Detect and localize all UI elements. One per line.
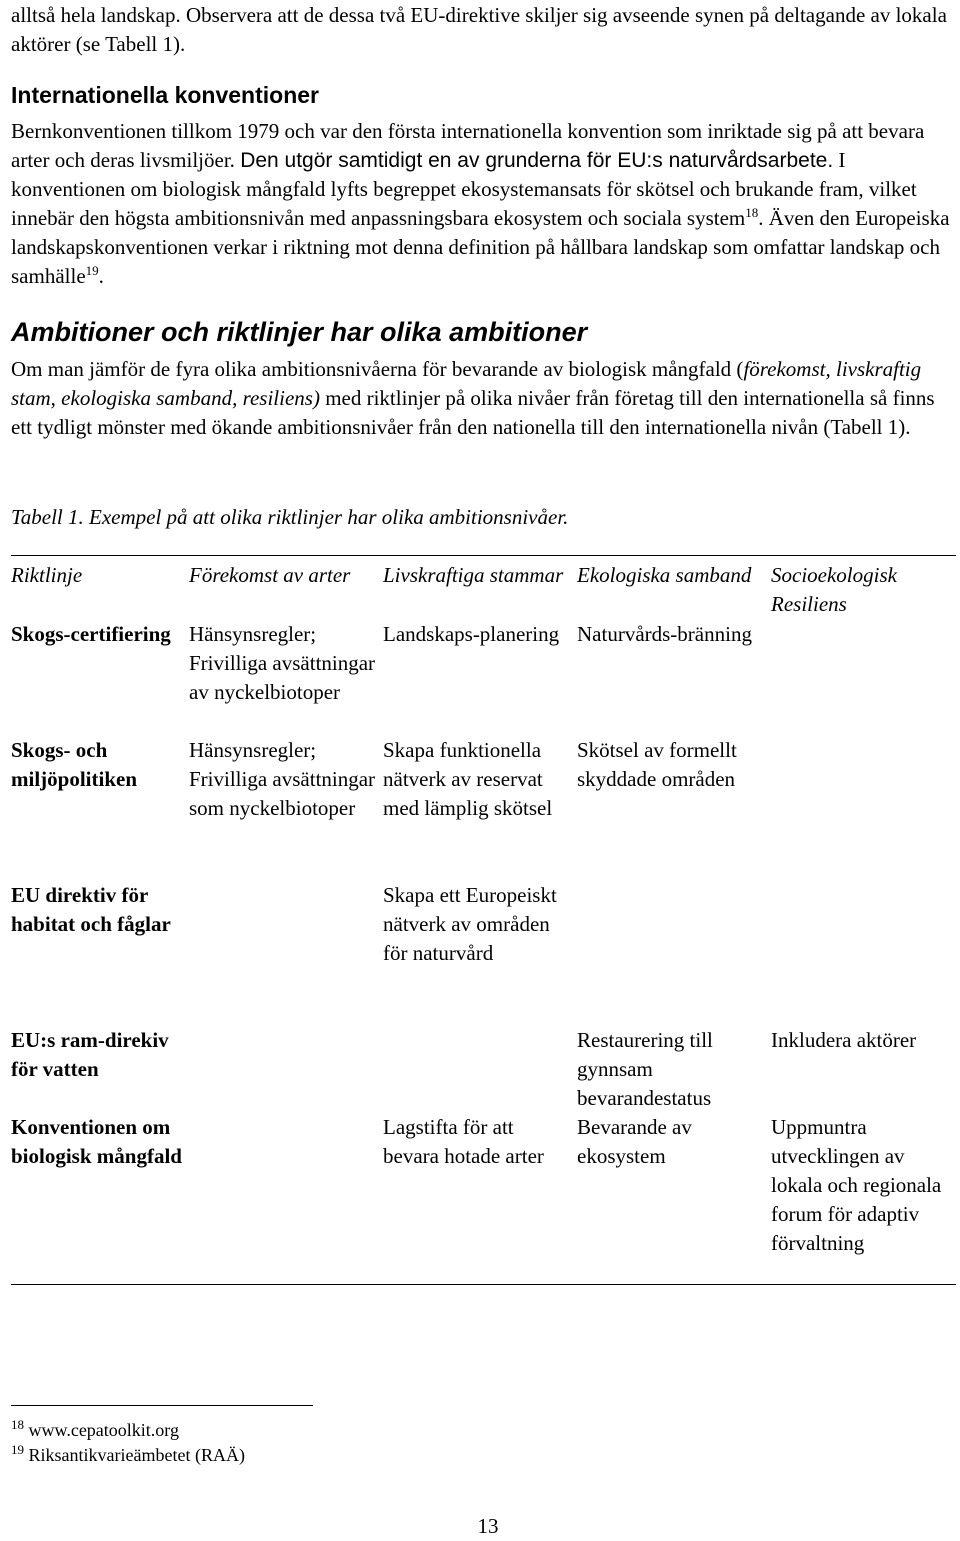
footnote-number: 19 [11,1442,24,1457]
table-header-cell: Socioekologisk Resiliens [771,563,897,616]
footnote [11,1443,245,1467]
footnote-text: www.cepatoolkit.org [28,1420,179,1440]
conventions-text-a: Bernkonventionen tillkom 1979 och var den första internationella konvention som inriktade sig på att bevara arter och deras livsmiljöer. [11,119,925,172]
table-cell: Lagstifta för att bevara hotade arter [383,1115,544,1168]
footnote-text: Riksantikvarieämbetet (RAÄ) [28,1445,245,1465]
table-cell: Konventionen om biologisk mångfald [11,1115,182,1168]
table-cell: Skötsel av formellt skyddade områden [577,738,737,791]
table-header-cell: Förekomst av arter [189,563,351,587]
table-cell: Hänsynsregler; Frivilliga avsättningar av nyckelbiotoper [189,622,376,704]
table-cell: EU:s ram-direkiv för vatten [11,1028,169,1081]
section-heading-ambitions: Ambitioner och riktlinjer har olika ambitioner [11,317,588,347]
table-cell: EU direktiv för habitat och fåglar [11,883,171,936]
ambitions-text-b: med riktlinjer på olika nivåer från företag till den internationella så finns ett tydligt mönster med ökande ambitionsnivåer från den nationella till den internationella nivån (Tabell 1). [11,386,935,439]
conventions-text-d: . Även den Europeiska landskapskonventionen verkar i riktning mot denna definition på hållbara landskap som omfattar landskap och samhälle [11,206,950,288]
footnote-rule [11,1405,313,1406]
intro-paragraph: alltså hela landskap. Observera att de dessa två EU-direktive skiljer sig avseende synen på deltagande av lokala aktörer (se Tabell 1). [11,3,947,56]
footnote-number: 18 [11,1417,24,1432]
footnote [11,1418,179,1442]
table-cell: Skogs-certifiering [11,622,171,646]
ambitions-paragraph [11,355,955,442]
conventions-paragraph [11,117,955,291]
conventions-text-c: I konventionen om biologisk mångfald lyfts begreppet ekosystemansats för skötsel och brukande fram, vilket innebär den högsta ambitionsnivån med anpassningsbara ekosystem och sociala system [11,148,917,230]
table-cell: Restaurering till gynnsam bevarandestatus [577,1028,713,1110]
table-cell: Bevarande av ekosystem [577,1115,692,1168]
table-bottom-rule [11,1284,956,1285]
table-cell: Uppmuntra utvecklingen av lokala och regionala forum för adaptiv förvaltning [771,1115,942,1255]
table-cell: Skapa ett Europeiskt nätverk av områden för naturvård [383,883,557,965]
table-cell: Inkludera aktörer [771,1028,917,1052]
table-cell: Naturvårds-bränning [577,622,752,646]
ambitions-text-italic: förekomst, livskraftig stam, ekologiska samband, resiliens) [11,357,922,410]
table-caption: Tabell 1. Exempel på att olika riktlinjer har olika ambitionsnivåer. [11,505,569,529]
conventions-text-b: Den utgör samtidigt en av grunderna för EU:s naturvårdsarbete. [240,149,834,172]
table-cell: Skapa funktionella nätverk av reservat med lämplig skötsel [383,738,553,820]
table-cell: Skogs- och miljöpolitiken [11,738,138,791]
table-top-rule [11,555,956,556]
page-number: 13 [477,1514,499,1538]
footnote-ref-19: 19 [85,263,99,278]
table-cell: Hänsynsregler; Frivilliga avsättningar som nyckelbiotoper [189,738,376,820]
conventions-text-e: . [98,264,104,288]
table-header-cell: Riktlinje [11,563,83,587]
table-header-cell: Livskraftiga stammar [383,563,564,587]
footnote-ref-18: 18 [745,205,759,220]
table-header-cell: Ekologiska samband [577,563,752,587]
ambitions-text-a: Om man jämför de fyra olika ambitionsnivåerna för bevarande av biologisk mångfald ( [11,357,744,381]
section-heading-international-conventions: Internationella konventioner [11,82,319,108]
table-cell: Landskaps-planering [383,622,560,646]
